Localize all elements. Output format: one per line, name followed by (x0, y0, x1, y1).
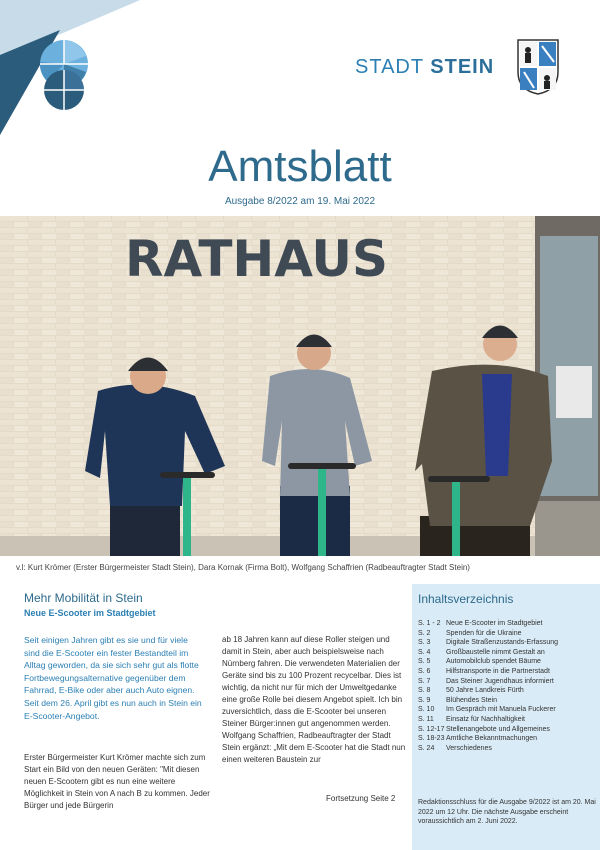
toc-page: S. 18-23 (418, 735, 445, 743)
article-body-column-2: ab 18 Jahren kann auf diese Roller steigen und damit in Stein, aber auch beispielsweise nach Nürnberg fahren. Die verwendeten Materialien der Geräte sind bis zu 100 Prozent recycelbar. Dies ist wichtig, da nicht nur für mich der Umweltgedanke eine große Rolle bei diesem Angebot spielt. Ich bin zuversichtlich, dass die E-Scooter bei unseren Steiner Bürger:innen gut angenommen werden. Wolfgang Schaffrien, Radbeauftragter der Stadt Stein ergänzt: „Mit dem E-Scooter hat die Stadt nun einen weiteren Baustein zur (222, 635, 406, 764)
toc-page: S. 11 (418, 715, 434, 723)
deadline-note: Redaktionsschluss für die Ausgabe 9/2022 ist am 20. Mai 2022 um 12 Uhr. Die nächste Ausgabe erscheint voraussichtlich am 2. Juni 2022. (418, 799, 596, 826)
toc-item (418, 734, 598, 744)
toc-item (418, 667, 598, 677)
coat-of-arms-icon (516, 38, 560, 96)
toc-page: S. 24 (418, 744, 435, 752)
toc-page: S. 1 - 2 (418, 620, 441, 627)
toc-title: Amtliche Bekanntmachungen (446, 735, 538, 743)
stadt-stein-logo-graphic (0, 0, 140, 140)
toc-title: Großbaustelle nimmt Gestalt an (446, 648, 545, 656)
rathaus-sign: RATHAUS (125, 230, 389, 288)
toc-title: Verschiedenes (446, 744, 492, 752)
city-name-bold: STEIN (430, 56, 495, 78)
toc-heading: Inhaltsverzeichnis (418, 592, 514, 606)
toc-item (418, 715, 598, 725)
toc-item (418, 638, 598, 648)
scooter-middle (318, 464, 326, 556)
article-subheading: Neue E-Scooter im Stadtgebiet (24, 608, 156, 618)
toc-title: Spenden für die Ukraine (446, 629, 522, 637)
toc-title: Das Steiner Jugendhaus informiert (446, 677, 554, 685)
toc-item (418, 705, 598, 715)
toc-title: Automobilclub spendet Bäume (446, 658, 541, 666)
toc-item (418, 725, 598, 735)
toc-item (418, 648, 598, 658)
toc-page: S. 7 (418, 677, 431, 685)
city-name (355, 56, 494, 79)
toc-item (418, 619, 598, 629)
toc-item (418, 686, 598, 696)
toc-page: S. 10 (418, 706, 435, 714)
toc-page: S. 3 (418, 639, 431, 647)
toc-title: Neue E-Scooter im Stadtgebiet (446, 620, 543, 627)
scooter-left (183, 474, 191, 556)
toc-item (418, 629, 598, 639)
city-prefix: STADT (355, 56, 424, 78)
toc-title: Blühendes Stein (446, 696, 497, 704)
newsletter-title: Amtsblatt (208, 142, 392, 191)
toc-title: Stellenangebote und Allgemeines (446, 725, 550, 733)
toc-page: S. 12-17 (418, 725, 445, 733)
photo-caption: v.l: Kurt Krömer (Erster Bürgermeister Stadt Stein), Dara Kornak (Firma Bolt), Wolfgang Schaffrien (Radbeauftragter Stadt Stein) (16, 563, 470, 572)
toc-title: Digitale Straßenzustands-Erfassung (446, 639, 559, 647)
continuation-note: Fortsetzung Seite 2 (326, 794, 396, 803)
toc-page: S. 6 (418, 667, 431, 675)
toc-title: Im Gespräch mit Manuela Fuckerer (446, 706, 556, 714)
article-body-column-1: Erster Bürgermeister Kurt Krömer machte sich zum Start ein Bild von den neuen Geräten: "Mit diesen neuen E-Scootern gibt es nun eine weitere Möglichkeit in Stein von A nach B zu kommen. Jeder Bürger und jede Bürgerin (24, 753, 210, 810)
issue-date: Ausgabe 8/2022 am 19. Mai 2022 (224, 196, 376, 207)
toc-item (418, 744, 598, 754)
toc-page: S. 2 (418, 629, 431, 637)
article-heading: Mehr Mobilität in Stein (24, 591, 143, 605)
toc-page: S. 9 (418, 696, 431, 704)
scooter-right (452, 478, 460, 556)
toc-page: S. 4 (418, 648, 431, 656)
toc-item (418, 677, 598, 687)
toc-title: Hilfstransporte in die Partnerstadt (446, 667, 550, 675)
toc-page: S. 8 (418, 687, 431, 695)
article-lead: Seit einigen Jahren gibt es sie und für viele sind die E-Scooter ein fester Bestandteil im Alltag geworden, da sie sich sehr gut als flotte Fortbewegungsalternative gegenüber dem Fahrrad, E-Bike oder aber auch Auto eignen. Seit dem 26. April gibt es nun auch in Stein ein E-Scooter-Angebot. (24, 635, 202, 721)
toc-list (418, 619, 598, 753)
toc-page: S. 5 (418, 658, 431, 666)
toc-title: Einsatz für Nachhaltigkeit (446, 715, 525, 723)
cover-photo (0, 216, 600, 556)
toc-item (418, 657, 598, 667)
toc-item (418, 696, 598, 706)
toc-title: 50 Jahre Landkreis Fürth (446, 687, 524, 695)
